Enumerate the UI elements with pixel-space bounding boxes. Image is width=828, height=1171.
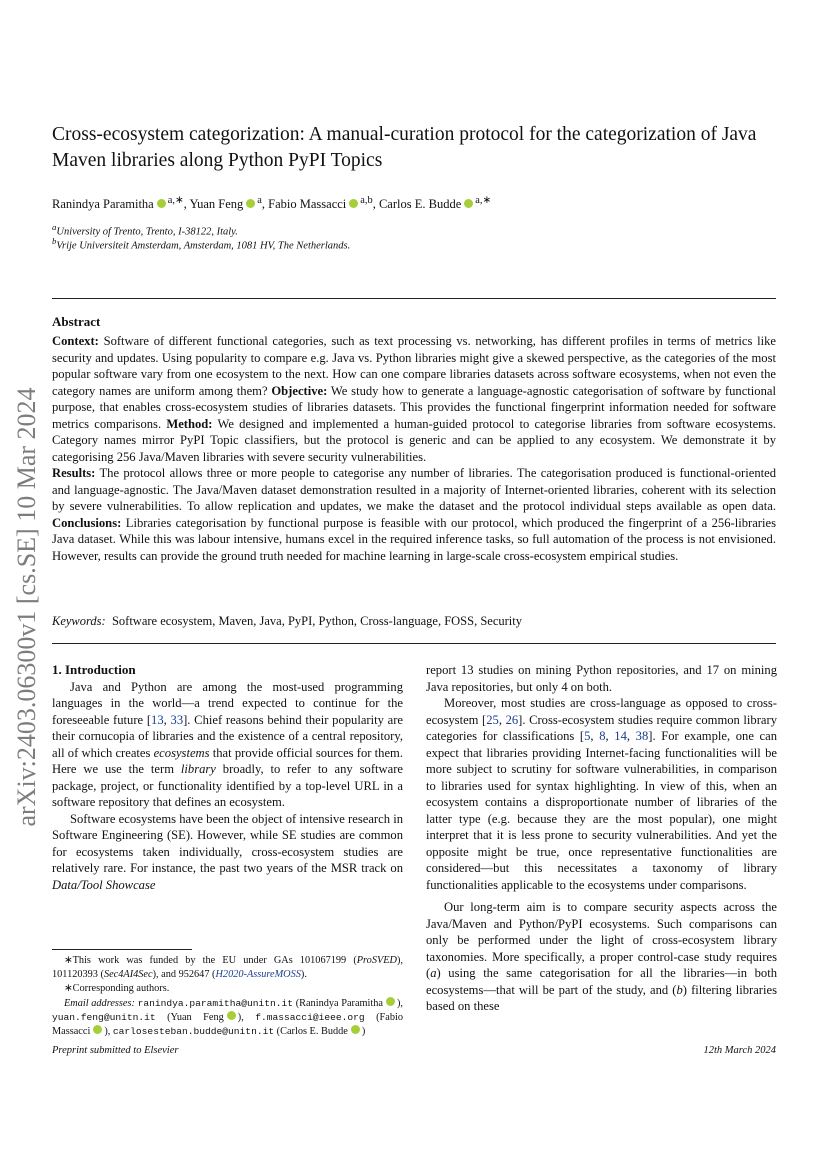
paragraph-continuation: report 13 studies on mining Python repositories, and 17 on mining Java repositories, but only 4 on both. — [426, 663, 777, 694]
divider — [52, 298, 776, 299]
footer-right: 12th March 2024 — [703, 1045, 776, 1056]
citation-link[interactable]: 38 — [635, 729, 649, 743]
paragraph: Software ecosystems have been the object of intensive research in Software Engineering (SE). However, while SE studies are common for ecosystems taken individually, cross-ecosystem studies are relatively rare. For instance, the past two years of the MSR track on Data/Tool Showcase — [52, 811, 403, 892]
keywords-text: Software ecosystem, Maven, Java, PyPI, Python, Cross-language, FOSS, Security — [111, 614, 522, 628]
author-name: Yuan Feng — [189, 197, 244, 212]
affiliation-mark: a — [52, 222, 57, 232]
paragraph: Moreover, most studies are cross-language as opposed to cross-ecosystem [25, 26]. Cross-ecosystem studies require common library categories for classifications [5, 8, 14, 38]. For example, one can expect that libraries providing Internet-facing functionalities will be more subject to scrutiny for software vulnerabilities, in comparison to libraries used for syntax highlighting. In view of this, when an ecosystem contains a disproportionate number of libraries of the latter type (e.g. because they are the most popular), one might interpret that it is less prone to security vulnerabilities. And yet the opposite might be true, once representative functionalities are considered—but this necessitates a taxonomy of library functionalities applicable to the ecosystems under comparisons. — [426, 696, 778, 892]
email-footnote: Email addresses: ranindya.paramitha@unitn.it (Ranindya Paramitha ), yuan.feng@unitn.it (Yuan Feng ), f.massacci@ieee.org (Fabio Massacci ), carlosesteban.budde@unitn.it (Carlos E. Budde ) — [52, 997, 403, 1038]
keywords-label: Keywords: — [52, 614, 106, 628]
orcid-icon[interactable] — [227, 1011, 236, 1020]
results-text: The protocol allows three or more people to categorise any number of libraries. The categorisation produced is functional-oriented and language-agnostic. The Java/Maven dataset demonstration resulted in a majority of Internet-oriented libraries, coherent with its selection by severe vulnerabilities. To allow replication and updates, we make the dataset and the protocol individual steps available as open data. — [52, 466, 776, 513]
citation-link[interactable]: 26 — [505, 712, 519, 727]
citation-link[interactable]: 14 — [614, 729, 627, 743]
keywords — [52, 614, 776, 629]
orcid-icon[interactable] — [351, 1025, 360, 1034]
abstract-body — [52, 333, 776, 564]
method-label: Method: — [166, 416, 213, 431]
project-link[interactable]: H2020-AssureMOSS — [215, 969, 301, 981]
citation-link[interactable]: 5 — [584, 729, 591, 743]
citation-link[interactable]: 25 — [486, 712, 499, 727]
context-text: Software of different functional categories, such as text processing vs. networking, has different profiles in terms of metrics like security and updates. Using popularity to compare e.g. Java vs. Python libraries might give a skewed perspective, as the categories of the most popular software vary from one ecosystem to the next. How can one compare libraries datasets across software ecosystems, when not even the category names are uniform among them? — [52, 334, 776, 398]
author-name: Ranindya Paramitha — [52, 197, 154, 212]
footnote-divider — [52, 949, 192, 950]
email-link[interactable]: f.massacci@ieee.org — [255, 1011, 365, 1023]
author-affiliation-mark: a — [257, 195, 262, 206]
citation-link[interactable]: 8 — [599, 729, 606, 743]
arxiv-id-text: arXiv:2403.06300v1 [cs.SE] 10 Mar 2024 — [12, 387, 41, 827]
author-affiliation-mark: a,∗ — [475, 195, 492, 206]
paragraph: Our long-term aim is to compare security aspects across the Java/Maven and Python/PyPI ecosystems. Such comparisons can only be performed under the light of cross-ecosystem library taxonomies. More specifically, a proper control-case study requires (a) using the same categorisation for all the libraries—in both ecosystems—that will be part of the study, and (b) filtering libraries based on these — [426, 900, 777, 1013]
paragraph: Java and Python are among the most-used programming languages in the world—a trend expected to continue for the foreseeable future [13, 33]. Chief reasons behind their popularity are their cornucopia of libraries and the existence of a central repository, all of which creates ecosystems that provide official sources for them. Here we use the term library broadly, to refer to any software package, project, or functionality identified by a top-level URL in a software repository that defines an ecosystem. — [52, 679, 404, 809]
conclusions-label: Conclusions: — [52, 515, 122, 530]
footnotes — [52, 954, 403, 1039]
email-link[interactable]: yuan.feng@unitn.it — [52, 1011, 156, 1023]
paper-title: Cross-ecosystem categorization: A manual-curation protocol for the categorization of Java Maven libraries along Python PyPI Topics — [52, 124, 757, 171]
orcid-icon[interactable] — [157, 199, 166, 208]
objective-text: We study how to generate a language-agnostic categorisation of software by functional purpose, that enables cross-ecosystem studies of libraries datasets. This provides the functional fingerprint information needed for software metrics comparisons. — [52, 383, 776, 431]
arxiv-identifier — [12, 368, 42, 846]
abstract-heading: Abstract — [52, 314, 101, 329]
objective-label: Objective: — [271, 383, 328, 398]
context-label: Context: — [52, 334, 99, 348]
affiliation-text: University of Trento, Trento, I-38122, Italy. — [56, 226, 238, 238]
divider — [52, 643, 776, 644]
author-affiliation-mark: a,∗ — [167, 195, 184, 206]
right-column — [426, 662, 777, 1015]
author-affiliation-mark: a,b — [360, 195, 373, 206]
author-list: Ranindya Paramitha $^{a,∗}$, Yuan Feng $^a$, Fabio Massacci $^{a,b}$, Carlos E. Budde $^{a,∗}$ — [52, 195, 492, 212]
email-link[interactable]: ranindya.paramitha@unitn.it — [137, 997, 294, 1009]
affiliation-text: Vrije Universiteit Amsterdam, Amsterdam, 1081 HV, The Netherlands. — [56, 240, 351, 252]
method-text: We designed and implemented a human-guided protocol to categorise libraries from software ecosystems. Category names mirror PyPI Topic classifiers, but the protocol is generic and can be applied to any ecosystem. We demonstrate it by categorising 256 Java/Maven libraries with severe security vulnerabilities. — [52, 416, 776, 464]
orcid-icon[interactable] — [93, 1025, 102, 1034]
affiliation — [52, 236, 350, 252]
orcid-icon[interactable] — [246, 199, 255, 208]
corresponding-footnote: ∗Corresponding authors. — [64, 983, 170, 995]
author-name: Fabio Massacci — [268, 197, 347, 212]
funding-footnote: ∗This work was funded by the EU under GAs 101067199 (ProSVED), 101120393 (Sec4AI4Sec), and 952647 (H2020-AssureMOSS). — [52, 955, 403, 981]
citation-link[interactable]: 13 — [151, 712, 164, 727]
email-link[interactable]: carlosesteban.budde@unitn.it — [112, 1026, 275, 1038]
orcid-icon[interactable] — [386, 997, 395, 1006]
citation-link[interactable]: 33 — [170, 712, 184, 727]
affiliation-mark: b — [52, 236, 57, 246]
track-name: Data/Tool Showcase — [52, 877, 156, 892]
orcid-icon[interactable] — [349, 199, 358, 208]
footer-left: Preprint submitted to Elsevier — [52, 1045, 179, 1056]
section-heading: 1. Introduction — [52, 662, 136, 677]
author-name: Carlos E. Budde — [378, 197, 462, 212]
conclusions-text: Libraries categorisation by functional purpose is feasible with our protocol, which produced the fingerprint of a 256-libraries Java dataset. While this was labour intensive, humans excel in the required inference tasks, so full automation of the process is not envisioned. However, results can provide the ground truth needed for machine learning in large-scale cross-ecosystem empirical studies. — [52, 515, 776, 563]
left-column — [52, 662, 403, 893]
results-label: Results: — [52, 466, 96, 480]
orcid-icon[interactable] — [464, 199, 473, 208]
